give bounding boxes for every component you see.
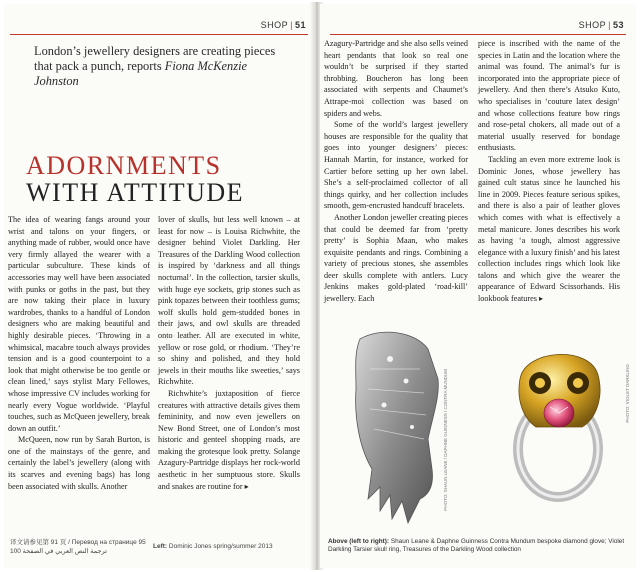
paragraph: piece is inscribed with the name of the species in Latin and the location where the animal was found. The animal’s fur is incorporated into the appropriate piece of jewellery. And then there’s Atsuko Kuto, who specialises in ‘couture latex design’ and whose collections feature bow rings and rose-petal chokers, all made out of a material usually reserved for bondage enthusiasts. (478, 39, 620, 153)
translation-note (10, 538, 146, 556)
translation-note-line: 译文请参见第 91 页 / Перевод на странице 95 (10, 539, 146, 546)
product-photos (320, 309, 636, 533)
photo-caption (328, 538, 628, 555)
paragraph: Another London jeweller creating pieces that could be deemed far from ‘pretty pretty’ is Sophia Maan, who makes exquisite pendants and rings. Combining a variety of precious stones, she assembles deer skulls complete with antlers. Lucy Jenkins makes gold-plated ‘road-kill’ jewellery. Each (324, 212, 468, 304)
left-footer (10, 538, 310, 556)
left-page (4, 4, 314, 568)
tarsier-skull-ring-image (518, 354, 600, 497)
diamond-glove-image (356, 332, 439, 523)
paragraph: The idea of wearing fangs around your wrist and talons on your fingers, or anything made of rubber, would once have very firmly allayed the wearer with a particular subculture. These kinds of accessories may well have been associated with punks or goths in the past, but they are now taking their place in luxury wardrobes, thanks to a handful of London designers who are making beautiful and highly desirable pieces. ‘Throwing in a whimsical, macabre touch always provides tension and is a good counterpoint to a look that might otherwise be too gentle or clean lined,’ says stylist Mary Fellowes, whose impressive CV includes working for nearly every Vogue worldwide. ‘Playful touches, such as McQueen jewellery, break down an outfit.’ (8, 215, 150, 433)
translation-note-line: ترجمة النص العربي في الصفحة 100 (10, 548, 107, 555)
standfirst (34, 44, 284, 89)
paragraph: lover of skulls, but less well known – at least for now – is Louisa Richwhite, the designer behind Violet Darkling. Her Treasures of the Darkling Wood collection is inspired by ‘darkness and all things nocturnal’. In the collection, tarsier skulls, with huge eye sockets, grip stones such as pink topazes between their toothless gums; wolf skulls hold gem-studded bones in their jaws, and owl skulls are threaded onto leather. All are executed in white, yellow or rose gold, or rhodium. ‘They’re so shiny and polished, and they hold jewels in their mouths like sweeties,’ says Richwhite. (158, 215, 300, 387)
left-image-credit (153, 543, 273, 550)
headline (26, 152, 306, 206)
caption-text: Shaun Leane & Daphne Guinness Contra Mundum bespoke diamond glove; Violet Darkling Tarsier skull ring, Treasures of the Darkling Wood collection (328, 538, 625, 554)
headline-line-1: ADORNMENTS (26, 151, 222, 180)
paragraph: Tackling an even more extreme look is Dominic Jones, whose jewellery has gained cult status since he launched his line in 2009. Pieces feature serious spikes, and there is also a pair of leather gloves which comes with what is effectively a metal manicure. Jones describes his work as having ‘a tough, almost aggressive elegance with a luxury finish’ and his latest collection includes rings which look like talons and which give the wearer the appearance of Edward Scissorhands. His lookbook features (478, 154, 620, 304)
caption-label: Above (left to right): (328, 538, 390, 545)
paragraph: Azagury-Partridge and she also sells veined heart pendants that look so real one wouldn’t be surprised if they started throbbing. Boucheron has long been associated with serpents and Chaumet’s Attrape-moi collection was based on spiders and webs. (324, 39, 468, 118)
left-top-rule (10, 34, 308, 35)
photo-credit: PHOTO: VIOLET DARKLING (625, 364, 630, 423)
left-folio: SHOP | 51 (260, 20, 306, 30)
right-folio-section: SHOP (578, 20, 607, 30)
byline: Fiona McKenzie Johnston (34, 59, 248, 88)
standfirst-text: London’s jewellery designers are creating pieces that pack a punch, reports (34, 44, 276, 73)
continue-arrow-icon: ▸ (244, 481, 249, 491)
credit-label: Left: (153, 543, 168, 550)
right-folio: SHOP | 53 (578, 20, 624, 30)
paragraph: McQueen, now run by Sarah Burton, is one of the mainstays of the genre, and certainly the label’s jewellery (along with its scarves and evening bags) has long been associated with skulls. Another (8, 435, 150, 491)
continue-arrow-icon: ▸ (538, 294, 544, 304)
right-top-rule (330, 34, 626, 35)
left-folio-number: 51 (294, 20, 306, 30)
right-folio-number: 53 (612, 20, 624, 30)
credit-text: Dominic Jones spring/summer 2013 (168, 543, 273, 550)
headline-line-2: WITH ATTITUDE (26, 178, 245, 207)
photo-credit: PHOTO: SHAUN LEANE / DAPHNE GUINNESS / CONTRA MUNDUM (443, 369, 448, 511)
left-column-2 (158, 214, 300, 492)
right-column-2 (478, 38, 620, 305)
right-page (320, 4, 636, 568)
paragraph: Some of the world’s largest jewellery houses are responsible for the quality that goes into younger designers’ pieces: Hannah Martin, for instance, worked for Cartier before setting up her own label. She’s a self-proclaimed collector of all things quirky, and her collection includes smooth, gem-encrusted handcuff bracelets. (324, 120, 468, 211)
left-folio-section: SHOP (260, 20, 289, 30)
left-column-1 (8, 214, 150, 492)
paragraph: Richwhite’s juxtaposition of fierce creatures with attractive details gives them femininity, and now even jewellers on New Bond Street, one of London’s most historic and genteel shopping roads, are making the grotesque look pretty. Solange Azagury-Partridge displays her rock-world aesthetic in her sumptuous store. Skulls and snakes are routine for (158, 388, 300, 491)
right-column-1 (324, 38, 468, 305)
